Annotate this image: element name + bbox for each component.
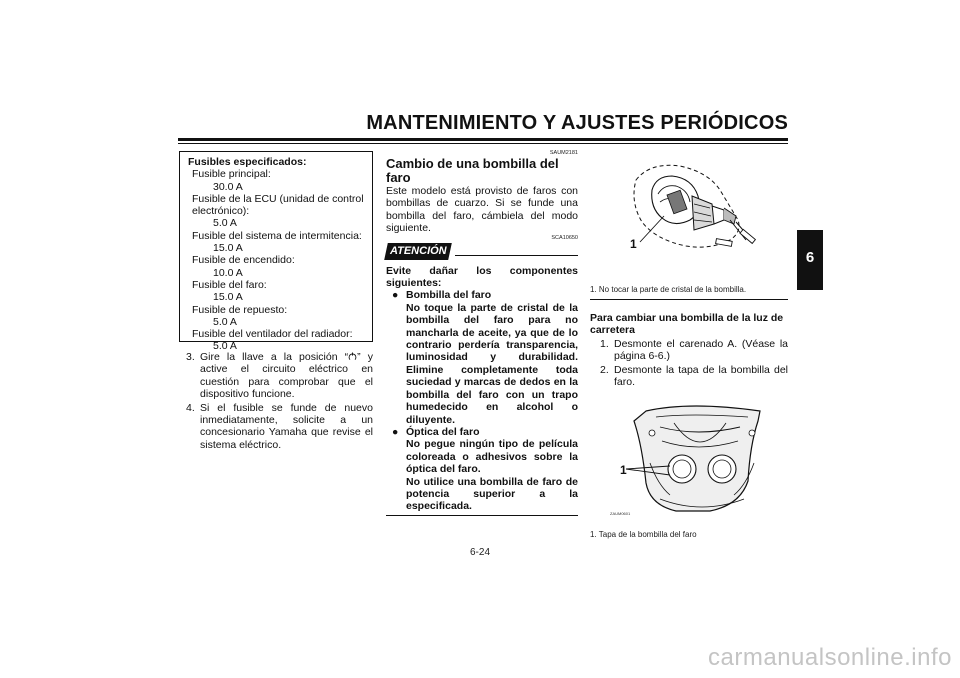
headlight-section [386, 150, 578, 516]
fuse-item-value: 15.0 A [213, 291, 243, 304]
caution-item [386, 426, 578, 438]
fuse-item-value: 5.0 A [213, 340, 237, 353]
fuse-spec-box [179, 151, 373, 353]
caution-block [386, 265, 578, 513]
step-text: Gire la llave a la posición “ ” y active el circuito eléctrico en cuestión para comprobar que el dispositivo funcione. [200, 351, 374, 401]
caution-end-rule [386, 515, 578, 516]
header-rule-thin [178, 143, 788, 144]
caution-badge: ATENCIÓN [384, 243, 452, 260]
caution-item-text: No pegue ningún tipo de película coloreada o adhesivos sobre la óptica del faro. [406, 438, 578, 476]
figure-code: ZAUM0601 [610, 511, 631, 517]
step-number: 2. [600, 363, 609, 376]
step-text: Desmonte la tapa de la bombilla del faro. [614, 363, 788, 389]
step-item [590, 338, 788, 363]
bullet-icon: ● [392, 425, 399, 438]
fuse-item-value: 30.0 A [213, 180, 243, 193]
bullet-icon: ● [392, 289, 399, 302]
key-on-icon [348, 352, 357, 361]
caution-item-text: No toque la parte de cristal de la bombilla del faro para no mancharla de aceite, ya que de lo contrario perdería transparencia, luminosidad y durabilidad. Elimine completamente toda suciedad y marcas de dedos en la bombilla del faro con un trapo humedecido en alcohol o diluyente. [406, 301, 578, 426]
caution-rule [455, 255, 578, 256]
figure1-caption: 1. No tocar la parte de cristal de la bombilla. [590, 285, 747, 294]
high-beam-steps [590, 338, 788, 389]
caution-code: SCA10650 [551, 234, 578, 241]
section-code: SAUM2181 [549, 150, 578, 156]
fuse-item-label: Fusible de repuesto: [192, 303, 288, 316]
fuse-item-value: 5.0 A [213, 217, 237, 230]
fuse-item-label: electrónico): [192, 205, 250, 218]
watermark: carmanualsonline.info [708, 644, 952, 671]
fuse-box-title: Fusibles especificados: [188, 156, 307, 168]
fuse-item-label: Fusible de encendido: [192, 254, 295, 267]
caption-rule [590, 299, 788, 300]
chapter-tab-number: 6 [805, 249, 815, 266]
fuse-item-value: 15.0 A [213, 242, 243, 255]
step-item [590, 364, 788, 389]
step-number: 3. [186, 351, 195, 363]
high-beam-title: Para cambiar una bombilla de la luz de carretera [590, 312, 784, 337]
page-title: MANTENIMIENTO Y AJUSTES PERIÓDICOS [366, 112, 788, 134]
callout-number: 1 [630, 237, 637, 251]
headlight-cover-illustration [590, 403, 788, 523]
fuse-item-label: Fusible del ventilador del radiador: [192, 328, 353, 341]
page-number: 6-24 [469, 547, 490, 558]
caution-intro: Evite dañar los componentes siguientes: [386, 264, 578, 290]
step-number: 1. [600, 337, 609, 350]
header-rule [178, 138, 788, 141]
step-item [186, 351, 373, 401]
caution-item-text: No utilice una bombilla de faro de potencia superior a la especificada. [406, 475, 578, 513]
fuse-item-label: Fusible del sistema de intermitencia: [192, 229, 362, 242]
section-title: Cambio de una bombilla del faro [386, 156, 559, 185]
step-text: Si el fusible se funde de nuevo inmediatamente, solicite a un concesionario Yamaha que revise el sistema eléctrico. [200, 401, 373, 451]
fuse-item-label: Fusible principal: [192, 168, 271, 181]
caution-header [386, 243, 578, 263]
fuse-item-value: 5.0 A [213, 315, 237, 328]
caution-item-heading: Óptica del faro [406, 425, 480, 438]
fuse-item-value: 10.0 A [213, 266, 243, 279]
callout-number: 1 [620, 463, 627, 478]
caution-item-heading: Bombilla del faro [406, 289, 492, 302]
step-number: 4. [186, 401, 195, 414]
step-text: Desmonte el carenado A. (Véase la página 6-6.) [614, 337, 788, 363]
fuse-item-label: Fusible de la ECU (unidad de control [192, 192, 364, 205]
figure-column [590, 150, 788, 540]
bulb-illustration [590, 150, 788, 272]
caution-item [386, 289, 578, 301]
fuse-steps [186, 351, 373, 452]
section-intro: Este modelo está provisto de faros con bombillas de cuarzo. Si se funde una bombilla del faro, cámbiela del modo siguiente. [386, 185, 578, 235]
fuse-item-label: Fusible del faro: [192, 278, 267, 291]
step-item [186, 402, 373, 452]
figure2-caption: 1. Tapa de la bombilla del faro [590, 530, 697, 540]
